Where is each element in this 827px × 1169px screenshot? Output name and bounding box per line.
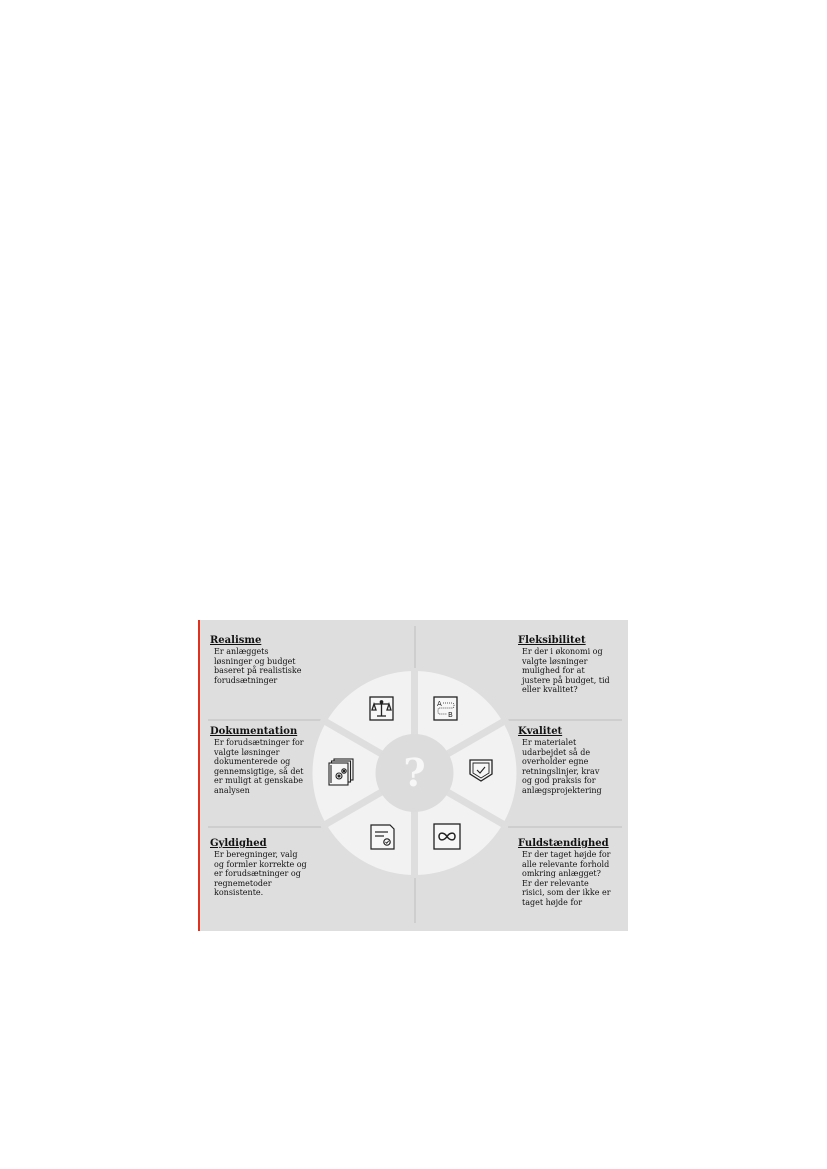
- dokumentation-line: gennemsigtige, så det: [214, 766, 304, 776]
- quadrant-gyldighed: [210, 838, 320, 898]
- document-check-icon: [371, 825, 394, 849]
- fleksibilitet-line: mulighed for at: [522, 666, 585, 676]
- fuldstaendighed-text: [518, 850, 618, 908]
- kvalitet-text: [518, 738, 618, 796]
- fleksibilitet-title: Fleksibilitet: [518, 635, 586, 646]
- realisme-text: [210, 647, 320, 685]
- dokumentation-line: analysen: [214, 785, 250, 795]
- dokumentation-line: Er forudsætninger for: [214, 738, 304, 747]
- quadrant-fleksibilitet: [518, 635, 618, 695]
- kvalitet-line: udarbejdet så de: [522, 747, 591, 757]
- dokumentation-line: dokumenterede og: [214, 757, 291, 767]
- kvalitet-line: anlægsprojektering: [522, 785, 602, 795]
- fleksibilitet-line: eller kvalitet?: [522, 685, 578, 695]
- gyldighed-line: er forudsætninger og: [214, 869, 301, 879]
- realisme-title: Realisme: [210, 635, 262, 646]
- fuldstaendighed-line: Er der relevante: [522, 878, 589, 888]
- a-to-b-path-icon: [434, 697, 457, 720]
- scales-icon: [370, 697, 393, 720]
- center-wheel: [311, 668, 518, 878]
- dokumentation-title: Dokumentation: [210, 726, 298, 737]
- gyldighed-line: Er beregninger, valg: [214, 850, 298, 859]
- fuldstaendighed-line: alle relevante forhold: [522, 859, 610, 869]
- realisme-line: baseret på realistiske: [214, 666, 302, 676]
- kvalitet-line: Er materialet: [522, 738, 577, 747]
- documents-gears-icon: [329, 759, 353, 785]
- gyldighed-text: [210, 850, 320, 898]
- question-mark: ?: [403, 750, 426, 795]
- kvalitet-title: Kvalitet: [518, 726, 563, 737]
- path-label-a: A: [437, 700, 442, 708]
- fuldstaendighed-title: Fuldstændighed: [518, 838, 609, 849]
- quadrant-fuldstaendighed: [518, 838, 618, 908]
- fleksibilitet-line: valgte løsninger: [522, 656, 588, 666]
- kvalitet-line: retningslinjer, krav: [522, 766, 600, 776]
- gyldighed-line: regnemetoder: [214, 878, 272, 888]
- fleksibilitet-text: [518, 647, 618, 695]
- realisme-line: løsninger og budget: [214, 656, 296, 666]
- realisme-line: Er anlæggets: [214, 647, 269, 656]
- dokumentation-line: er muligt at genskabe: [214, 776, 303, 786]
- fleksibilitet-line: Er der i økonomi og: [522, 647, 603, 656]
- gyldighed-title: Gyldighed: [210, 838, 267, 849]
- fleksibilitet-line: justere på budget, tid: [522, 675, 610, 685]
- path-label-b: B: [448, 711, 453, 719]
- fuldstaendighed-line: omkring anlægget?: [522, 869, 601, 879]
- infinity-icon: [434, 824, 460, 849]
- fuldstaendighed-line: risici, som der ikke er: [522, 888, 611, 898]
- realisme-line: forudsætninger: [214, 675, 278, 685]
- dokumentation-line: valgte løsninger: [214, 747, 280, 757]
- quadrant-realisme: [210, 635, 320, 685]
- fuldstaendighed-line: Er der taget højde for: [522, 850, 611, 859]
- dokumentation-text: [210, 738, 320, 796]
- gyldighed-line: konsistente.: [214, 888, 264, 898]
- gyldighed-line: og formler korrekte og: [214, 859, 307, 869]
- quadrant-dokumentation: [210, 726, 320, 796]
- quadrant-kvalitet: [518, 726, 618, 796]
- kvalitet-line: og god praksis for: [522, 776, 596, 786]
- kvalitet-line: overholder egne: [522, 757, 589, 767]
- fuldstaendighed-line: taget højde for: [522, 897, 583, 907]
